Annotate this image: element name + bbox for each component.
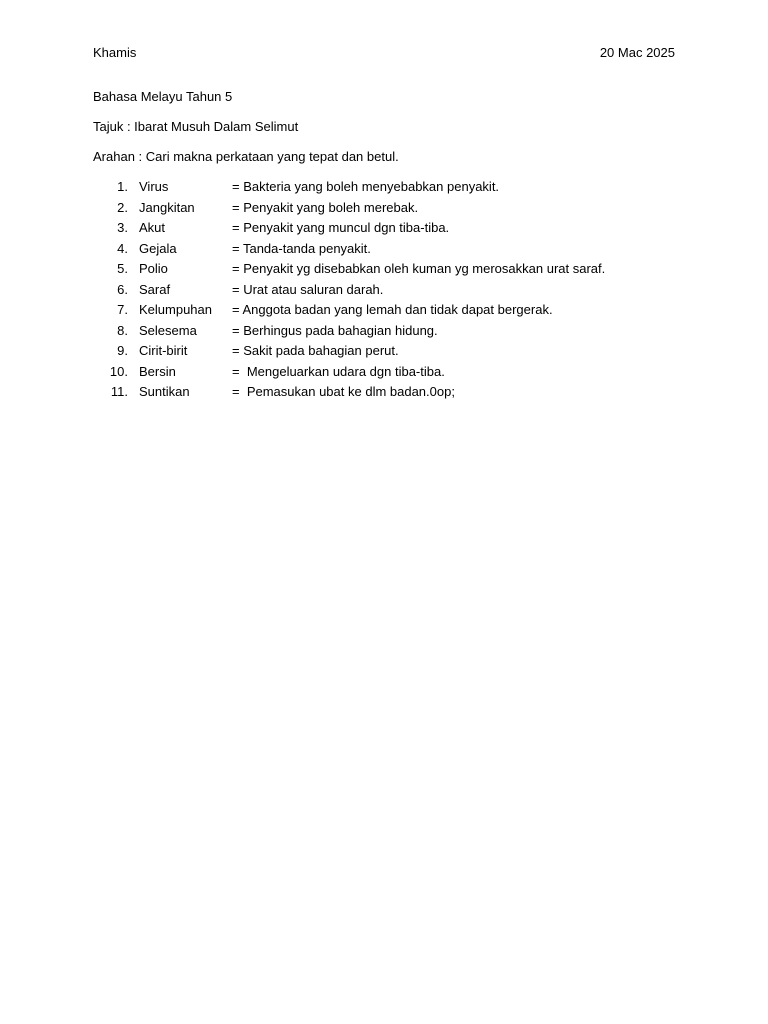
item-number: 10.: [109, 363, 128, 379]
item-number: 3.: [117, 220, 128, 235]
item-definition: = Penyakit yang boleh merebak.: [232, 199, 419, 215]
item-definition: = Pemasukan ubat ke dlm badan.0op;: [232, 384, 455, 399]
item-term: Kelumpuhan: [139, 302, 212, 317]
item-number: 11.: [110, 384, 128, 399]
header-day: Khamis: [93, 45, 137, 60]
item-definition: = Bakteria yang boleh menyebabkan penyakit.: [232, 179, 500, 194]
item-number: 6.: [117, 281, 128, 297]
item-definition: = Anggota badan yang lemah dan tidak dapat bergerak.: [232, 302, 553, 317]
item-definition: = Penyakit yang muncul dgn tiba-tiba.: [232, 220, 450, 235]
item-term: Virus: [139, 179, 169, 194]
item-number: 4.: [117, 240, 128, 256]
title-line: Tajuk : Ibarat Musuh Dalam Selimut: [93, 119, 299, 134]
item-number: 5.: [117, 261, 128, 276]
item-definition: = Urat atau saluran darah.: [232, 281, 384, 297]
item-term: Polio: [139, 261, 168, 276]
item-definition: = Tanda-tanda penyakit.: [232, 240, 371, 256]
item-term: Jangkitan: [139, 199, 195, 215]
item-term: Akut: [139, 220, 166, 235]
instruction-line: Arahan : Cari makna perkataan yang tepat dan betul.: [93, 149, 399, 164]
item-definition: = Sakit pada bahagian perut.: [232, 343, 399, 358]
item-number: 8.: [117, 322, 128, 338]
item-term: Selesema: [139, 322, 197, 338]
item-definition: = Mengeluarkan udara dgn tiba-tiba.: [232, 363, 445, 379]
item-definition: = Berhingus pada bahagian hidung.: [232, 322, 438, 338]
item-definition: = Penyakit yg disebabkan oleh kuman yg merosakkan urat saraf.: [232, 261, 606, 276]
item-term: Suntikan: [139, 384, 190, 399]
item-number: 1.: [117, 179, 128, 194]
item-term: Cirit-birit: [139, 343, 188, 358]
item-term: Saraf: [139, 281, 171, 297]
header-date: 20 Mac 2025: [599, 45, 675, 60]
item-term: Bersin: [139, 363, 176, 379]
subject-line: Bahasa Melayu Tahun 5: [93, 89, 233, 104]
item-number: 7.: [117, 302, 128, 317]
item-number: 9.: [117, 343, 128, 358]
item-number: 2.: [117, 199, 128, 215]
item-term: Gejala: [139, 240, 177, 256]
